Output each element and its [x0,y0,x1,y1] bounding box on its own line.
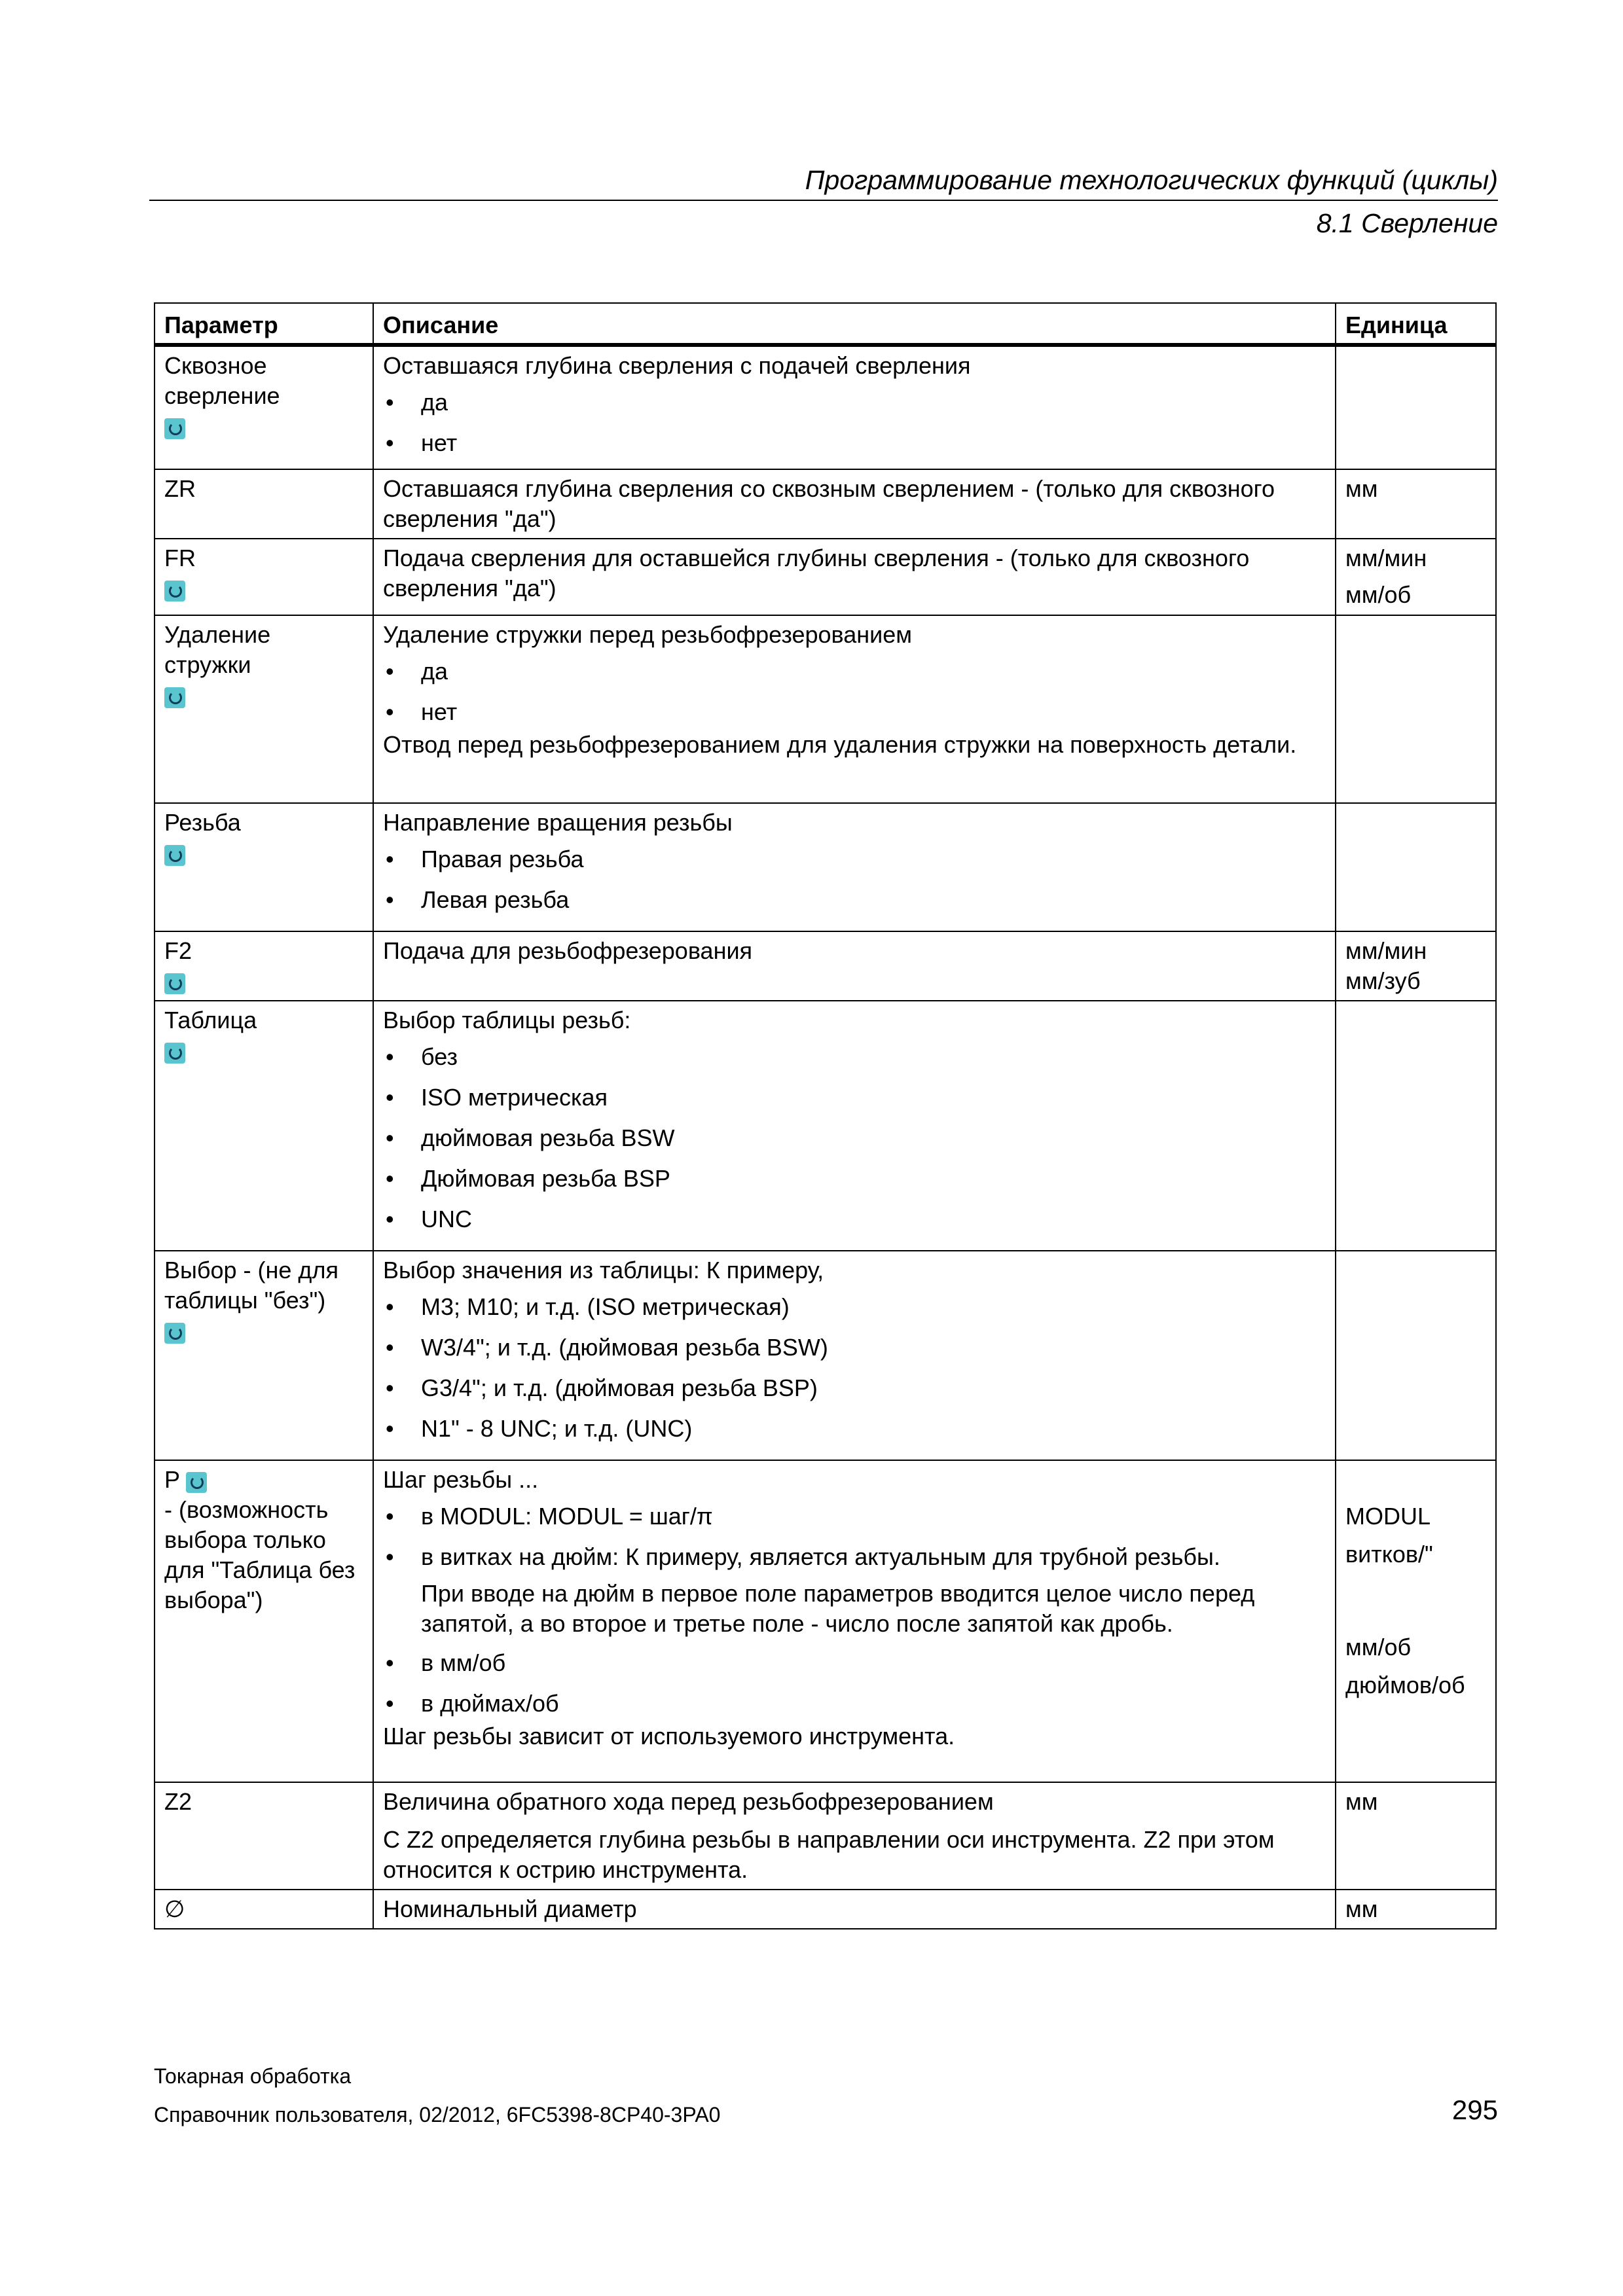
desc-text: Направление вращения резьбы [383,809,733,836]
unit-value: мм/мин [1345,937,1427,964]
desc-cell [373,1782,1336,1890]
page-number: 295 [1451,2094,1498,2125]
desc-cell [373,615,1336,803]
param-name: Таблица [164,1007,257,1033]
toggle-select-icon[interactable] [164,581,185,601]
footer-manual-ref: Справочник пользователя, 02/2012, 6FC5398-8CP40-3PA0 [154,2103,721,2126]
param-cell [155,1251,373,1460]
unit-cell [1336,931,1496,1001]
toggle-select-icon[interactable] [186,1472,207,1493]
list-item: • Дюймовая резьба BSP [383,1164,1326,1194]
unit-value: дюймов/об [1345,1672,1465,1698]
unit-cell [1336,803,1496,931]
table-row [155,803,1496,931]
unit-cell [1336,615,1496,803]
param-name: Сквозное сверление [164,352,280,409]
list-item: • в мм/об [383,1648,1326,1678]
table-row [155,1890,1496,1929]
param-name: Удаление стружки [164,621,271,678]
desc-text: Оставшаяся глубина сверления со сквозным сверлением - (только для сквозного сверления "да") [383,475,1275,532]
column-header-description: Описание [373,303,1336,345]
list-item: • да [383,656,1326,687]
param-cell [155,1460,373,1782]
table-row [155,469,1496,539]
table-row [155,1782,1496,1890]
list-item: • N1" - 8 UNC; и т.д. (UNC) [383,1414,1326,1444]
desc-text: Подача сверления для оставшейся глубины сверления - (только для сквозного сверления "да") [383,545,1250,601]
desc-subnote: При вводе на дюйм в первое поле параметров вводится целое число перед запятой, а во второе и третье поле - число после запятой как дробь. [421,1580,1255,1637]
unit-cell [1336,469,1496,539]
section-title: 8.1 Сверление [1316,208,1498,238]
desc-cell [373,1001,1336,1251]
list-item: • ISO метрическая [383,1083,1326,1113]
param-cell [155,615,373,803]
desc-cell [373,931,1336,1001]
unit-cell [1336,1251,1496,1460]
desc-text: Выбор значения из таблицы: К примеру, [383,1257,824,1283]
desc-cell [373,803,1336,931]
footer-product: Токарная обработка [154,2064,352,2088]
unit-value: мм [1345,1895,1378,1922]
desc-text: Выбор таблицы резьб: [383,1007,631,1033]
desc-note: С Z2 определяется глубина резьбы в направлении оси инструмента. Z2 при этом относится к острию инструмента. [383,1826,1275,1883]
table-row [155,931,1496,1001]
list-item: • в дюймах/об [383,1689,1326,1719]
desc-text: Величина обратного хода перед резьбофрезерованием [383,1788,994,1815]
desc-note: Отвод перед резьбофрезерованием для удаления стружки на поверхность детали. [383,731,1297,758]
param-name: Резьба [164,809,241,836]
desc-cell [373,1890,1336,1929]
list-item: • W3/4"; и т.д. (дюймовая резьба BSW) [383,1333,1326,1363]
table-row [155,1001,1496,1251]
param-note: - (возможность выбора только для "Таблица без выбора") [164,1496,356,1613]
unit-value: мм/об [1345,1634,1412,1660]
unit-cell [1336,1001,1496,1251]
desc-cell [373,1251,1336,1460]
list-item: • Правая резьба [383,844,1326,874]
list-item: • G3/4"; и т.д. (дюймовая резьба BSP) [383,1373,1326,1403]
unit-cell [1336,1460,1496,1782]
param-name: ZR [164,475,196,502]
desc-cell [373,539,1336,615]
chapter-title: Программирование технологических функций (циклы) [805,165,1498,195]
unit-value: мм/об [1345,581,1412,608]
param-name: F2 [164,937,192,964]
desc-text: Подача для резьбофрезерования [383,937,753,964]
unit-value: витков/" [1345,1541,1433,1568]
toggle-select-icon[interactable] [164,687,185,708]
table-row [155,345,1496,469]
list-item: • в витках на дюйм: К примеру, является актуальным для трубной резьбы. [383,1542,1326,1572]
desc-cell [373,1460,1336,1782]
table-row [155,539,1496,615]
table-row [155,1460,1496,1782]
toggle-select-icon[interactable] [164,1323,185,1344]
list-item: • дюймовая резьба BSW [383,1123,1326,1153]
list-item: • без [383,1042,1326,1072]
table-row [155,615,1496,803]
unit-value: мм [1345,1788,1378,1815]
param-cell [155,1890,373,1929]
param-cell [155,539,373,615]
unit-cell [1336,1890,1496,1929]
list-item: • в MODUL: MODUL = шаг/π [383,1501,1326,1532]
param-cell [155,1001,373,1251]
desc-text: Шаг резьбы ... [383,1466,539,1493]
toggle-select-icon[interactable] [164,973,185,994]
unit-cell [1336,345,1496,469]
param-cell [155,803,373,931]
unit-value: MODUL [1345,1503,1431,1530]
parameter-table [154,302,1497,1929]
list-item: • нет [383,697,1326,727]
param-name: Выбор - (не для таблицы "без") [164,1257,338,1314]
desc-note: Шаг резьбы зависит от используемого инструмента. [383,1723,955,1749]
header-divider [149,200,1498,201]
list-item: • да [383,387,1326,418]
unit-cell [1336,539,1496,615]
unit-value: мм/зуб [1345,967,1421,994]
param-name: P [164,1466,180,1493]
toggle-select-icon[interactable] [164,845,185,866]
unit-value: мм [1345,475,1378,502]
unit-cell [1336,1782,1496,1890]
param-cell [155,345,373,469]
desc-cell [373,345,1336,469]
param-cell [155,469,373,539]
diameter-symbol: ∅ [164,1895,185,1922]
column-header-parameter: Параметр [155,303,373,345]
param-cell [155,931,373,1001]
list-item: • M3; M10; и т.д. (ISO метрическая) [383,1292,1326,1322]
list-item: • Левая резьба [383,885,1326,915]
table-header-row [155,303,1496,345]
column-header-unit: Единица [1336,303,1496,345]
unit-value: мм/мин [1345,545,1427,571]
toggle-select-icon[interactable] [164,418,185,439]
list-item: • UNC [383,1204,1326,1234]
desc-text: Удаление стружки перед резьбофрезерованием [383,621,913,648]
desc-text: Номинальный диаметр [383,1895,637,1922]
param-name: FR [164,545,196,571]
table-row [155,1251,1496,1460]
param-cell [155,1782,373,1890]
toggle-select-icon[interactable] [164,1043,185,1064]
param-name: Z2 [164,1788,192,1815]
list-item: • нет [383,428,1326,458]
desc-cell [373,469,1336,539]
desc-text: Оставшаяся глубина сверления с подачей сверления [383,352,971,379]
